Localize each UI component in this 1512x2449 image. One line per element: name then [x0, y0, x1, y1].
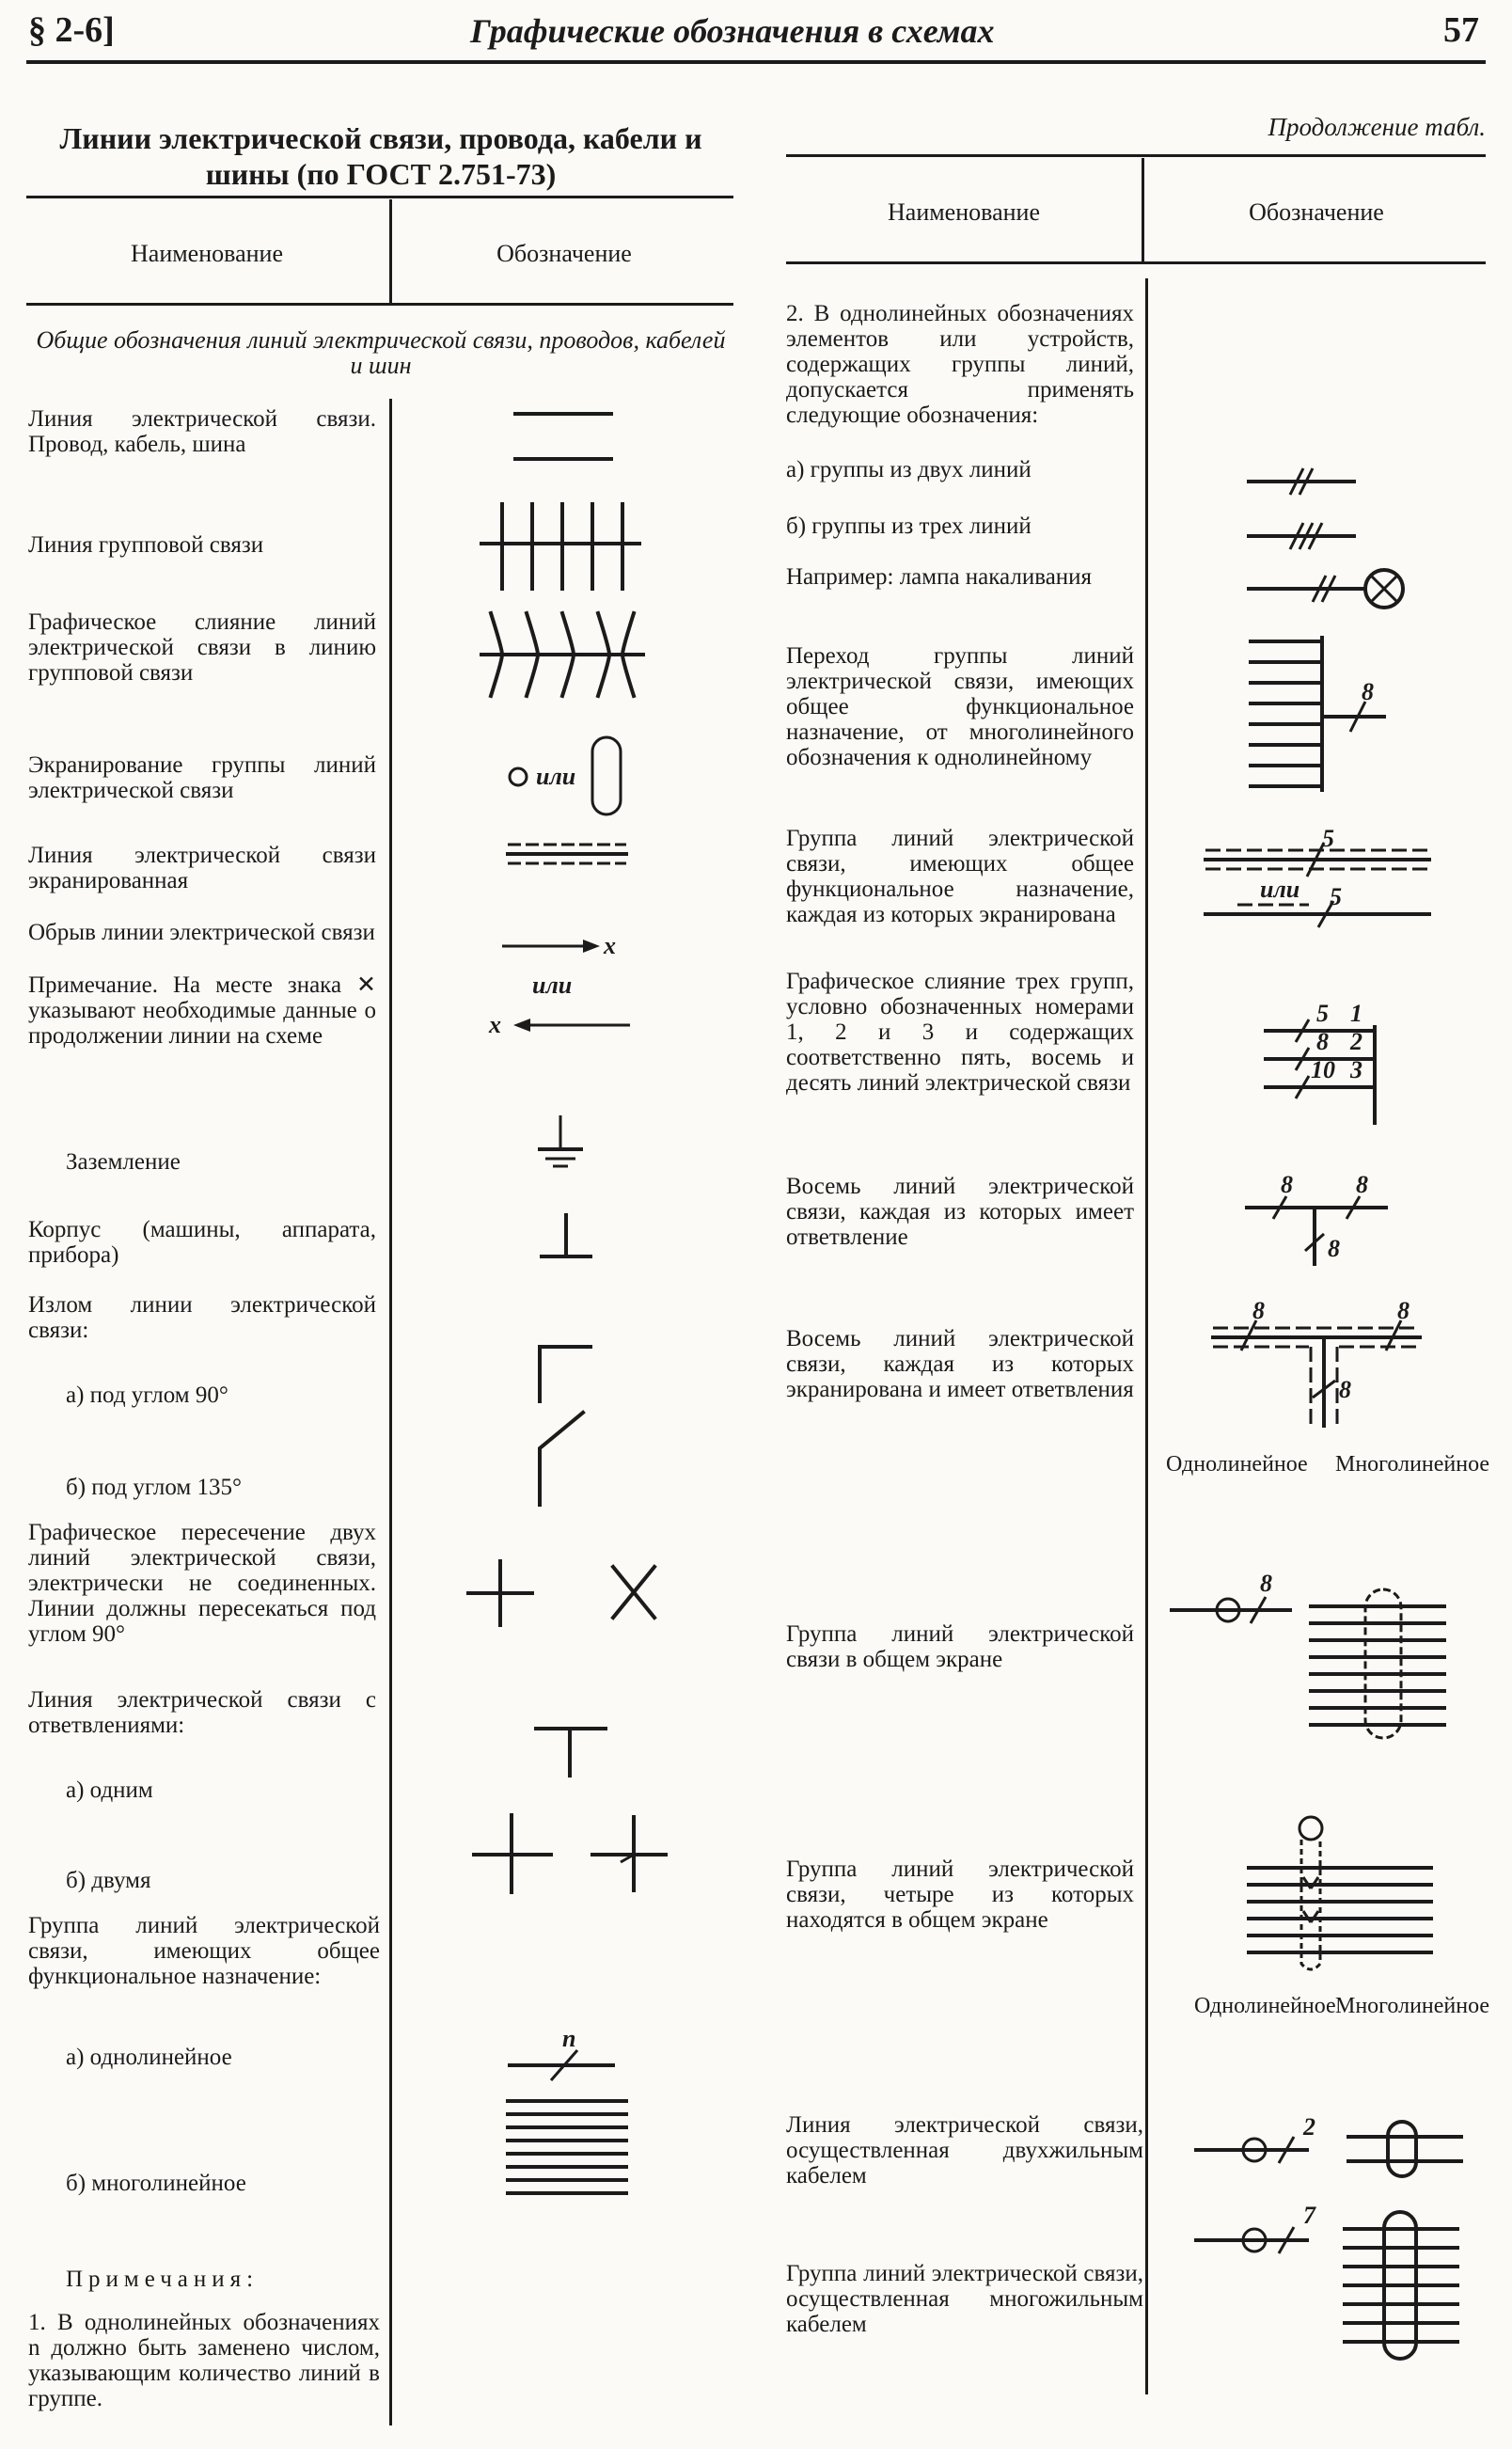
continuation-label: Продолжение табл. — [1268, 113, 1486, 141]
break-x-right: x — [604, 932, 616, 959]
symbol-crossing — [468, 1561, 654, 1625]
row-screened-group: Группа линий электрической связи, имеющих общее функциональное назначение, каждая из которых экранирована — [786, 826, 1134, 927]
row-single-line-groups: 2. В однолинейных обозначениях элементов или устройств, содержащих группы линий, допускается применять следующие обозначения: — [786, 301, 1134, 428]
symbol-eight-branches — [1247, 1171, 1386, 1264]
row-three-groups-merge: Графическое слияние трех групп, условно обозначенных номерами 1, 2 и 3 и содержащих соответственно пять, восемь и десять линий электрической связи — [786, 969, 1134, 1096]
symbol-group-of-three — [1249, 523, 1354, 549]
row-multicore-cable: Группа линий электрической связи, осуществленная многожильным кабелем — [786, 2261, 1143, 2337]
row-lamp-example: Например: лампа накаливания — [786, 564, 1093, 590]
merge-group-2: 2 — [1350, 1028, 1362, 1055]
symbol-multi-line-group — [508, 2101, 626, 2193]
symbol-group-transition — [1251, 638, 1384, 790]
row-branches: Линия электрической связи с ответвлениями: — [28, 1687, 376, 1738]
merge-count-5: 5 — [1316, 1000, 1329, 1027]
row-group-line: Линия групповой связи — [28, 532, 264, 558]
symbol-bend-135 — [540, 1413, 583, 1505]
notes-heading: Примечания: — [66, 2267, 260, 2292]
screened-count-bottom: 5 — [1330, 883, 1342, 910]
symbol-three-group-merge — [1266, 1000, 1375, 1123]
symbol-branch-two — [474, 1815, 666, 1892]
symbol-two-core-cable-single — [1196, 2113, 1315, 2163]
merge-group-1: 1 — [1350, 1000, 1362, 1027]
row-bend-90: а) под углом 90° — [66, 1382, 228, 1408]
row-group-screening: Экранирование группы линий электрической связи — [28, 752, 376, 803]
row-merge-lines: Графическое слияние линий электрической связи в линию групповой связи — [28, 609, 376, 686]
symbol-branch-one — [536, 1729, 606, 1776]
symbol-two-core-cable-multi — [1348, 2122, 1461, 2176]
screened-branch-count-left: 8 — [1252, 1297, 1265, 1324]
subhead-single-line-2: Однолинейное — [1194, 1994, 1336, 2018]
symbol-common-screen-single — [1172, 1570, 1290, 1623]
row-functional-group: Группа линий электрической связи, имеющих общее функциональное назначение: — [28, 1913, 380, 1989]
row-eight-branches: Восемь линий электрической связи, каждая из которых имеет ответвление — [786, 1174, 1134, 1250]
symbol-four-in-screen — [1249, 1817, 1431, 1969]
symbol-common-screen-multi — [1311, 1589, 1444, 1738]
row-crossing: Графическое пересечение двух линий электрической связи, электрически не соединенных. Линии должны пересекаться под углом 90° — [28, 1520, 376, 1647]
break-or-label: или — [532, 972, 573, 999]
symbol-wire — [515, 414, 611, 459]
row-line-break: Обрыв линии электрической связи — [28, 920, 375, 945]
screened-or-label: или — [1260, 876, 1300, 903]
subhead-multi-line-1: Многолинейное — [1335, 1452, 1490, 1477]
symbol-screened-group — [1205, 825, 1429, 927]
merge-group-3: 3 — [1350, 1056, 1362, 1083]
symbol-eight-screened-branches — [1213, 1297, 1420, 1426]
symbol-ground — [540, 1115, 581, 1166]
screened-count-top: 5 — [1322, 825, 1334, 852]
row-line-break-note: Примечание. На месте знака ✕ указывают необходимые данные о продолжении линии на схеме — [28, 972, 376, 1049]
right-col-header-name: Наименование — [888, 198, 1040, 226]
branch-count-left: 8 — [1281, 1171, 1293, 1198]
left-table-title: Линии электрической связи, провода, кабели и шины (по ГОСТ 2.751-73) — [59, 121, 702, 191]
symbol-lamp-example — [1249, 570, 1403, 608]
common-screen-count: 8 — [1260, 1570, 1272, 1597]
row-housing: Корпус (машины, аппарата, прибора) — [28, 1217, 376, 1268]
screen-or-label: или — [536, 763, 576, 790]
two-core-count: 2 — [1303, 2113, 1315, 2141]
n-label: n — [562, 2025, 576, 2052]
symbol-group-screen — [510, 737, 621, 814]
row-branch-two: б) двумя — [66, 1868, 151, 1893]
branch-count-down: 8 — [1328, 1235, 1340, 1262]
row-grounding: Заземление — [66, 1149, 181, 1175]
symbol-merge — [481, 613, 643, 696]
row-single-line: а) однолинейное — [66, 2045, 232, 2070]
merge-count-8: 8 — [1316, 1028, 1329, 1055]
right-col-header-symbol: Обозначение — [1249, 198, 1384, 226]
screened-branch-count-down: 8 — [1339, 1376, 1351, 1403]
multicore-count: 7 — [1303, 2202, 1315, 2229]
section-number: § 2-6] — [28, 10, 115, 50]
row-screened-line: Линия электрической связи экранированная — [28, 843, 376, 893]
subhead-multi-line-2: Многолинейное — [1335, 1994, 1490, 2018]
row-four-in-screen: Группа линий электрической связи, четыре из которых находятся в общем экране — [786, 1856, 1134, 1933]
row-bend-135: б) под углом 135° — [66, 1475, 242, 1500]
row-line-bend: Излом линии электрической связи: — [28, 1292, 376, 1343]
page-number: 57 — [1443, 10, 1479, 50]
note-1: 1. В однолинейных обозначениях n должно быть заменено числом, указывающим количество линий в группе. — [28, 2310, 380, 2411]
transition-count: 8 — [1362, 678, 1374, 705]
screened-branch-count-right: 8 — [1397, 1297, 1410, 1324]
symbol-group-of-two — [1249, 468, 1354, 495]
symbol-multicore-cable-multi — [1345, 2212, 1457, 2359]
merge-count-10: 10 — [1311, 1056, 1335, 1083]
row-group-three: б) группы из трех линий — [786, 514, 1032, 539]
row-eight-screened-branches: Восемь линий электрической связи, каждая из которых экранирована и имеет ответвления — [786, 1326, 1134, 1402]
left-col-header-name: Наименование — [131, 240, 283, 267]
left-section-heading: Общие обозначения линий электрической связи, проводов, кабелей и шин — [36, 326, 726, 379]
symbol-single-line-group — [510, 2025, 613, 2080]
left-col-header-symbol: Обозначение — [496, 240, 632, 267]
subhead-single-line-1: Однолинейное — [1166, 1452, 1308, 1477]
symbol-screened-line — [508, 845, 626, 863]
row-group-two: а) группы из двух линий — [786, 457, 1032, 482]
symbol-multicore-cable-single — [1196, 2202, 1316, 2253]
symbol-housing — [542, 1215, 591, 1256]
row-line-wire: Линия электрической связи. Провод, кабель, шина — [28, 406, 376, 457]
symbol-bend-90 — [540, 1347, 591, 1401]
page-header-title: Графические обозначения в схемах — [470, 12, 995, 50]
row-branch-one: а) одним — [66, 1778, 153, 1803]
branch-count-right: 8 — [1356, 1171, 1368, 1198]
row-two-core-cable: Линия электрической связи, осуществленная двухжильным кабелем — [786, 2112, 1143, 2188]
break-x-left: x — [489, 1011, 501, 1038]
symbol-group-line — [481, 504, 639, 589]
symbol-line-break — [488, 932, 630, 1038]
row-group-transition: Переход группы линий электрической связи, имеющих общее функциональное назначение, от многолинейного обозначения к однолинейному — [786, 643, 1134, 770]
row-multi-line: б) многолинейное — [66, 2171, 246, 2196]
row-common-screen: Группа линий электрической связи в общем экране — [786, 1621, 1134, 1672]
